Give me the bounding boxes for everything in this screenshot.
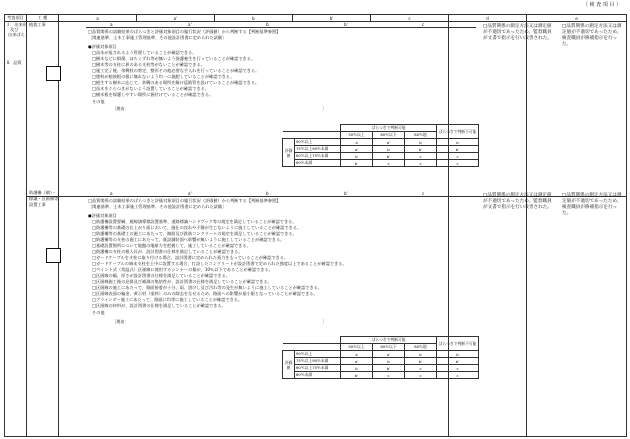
matrix-row: 60％以上75％未満 <box>295 153 341 160</box>
matrix-cell: a' <box>341 358 373 365</box>
col-header-b-prime: b' <box>293 15 371 22</box>
matrix-cell: a' <box>373 351 405 358</box>
list-item[interactable]: □ペイント式（常温式）区画線に使用するシンナーの量が、10％以下であることが確認できる。 <box>92 267 273 272</box>
matrix-header-judge: ばらつきで判断可能 <box>341 337 437 344</box>
d-text-1: □品質関係の測定方法又は測定値が不適切であったため、監督職員が文書で指示を行い改善された。 <box>483 24 552 41</box>
matrix-cell: a <box>341 351 373 358</box>
matrix-cell: c <box>373 160 405 167</box>
reason-open: ［理由： <box>112 106 129 111</box>
col-header-d: d <box>449 15 527 22</box>
list-item[interactable]: □ブラインダー施工にあたって、路面に均等に施工していることが確認できる。 <box>92 297 243 302</box>
list-item[interactable]: □樹木等の支柱に異のある支柱等がないことが確認できる。 <box>92 62 205 67</box>
sub-header-a: a <box>110 191 113 196</box>
checkbox-section1[interactable] <box>46 66 61 81</box>
matrix-cell: c <box>405 160 437 167</box>
category-sub: Ⅱ．品質 <box>7 60 22 65</box>
matrix-col: 80％以下 <box>373 132 405 139</box>
matrix-row: 75％以上90％未満 <box>295 358 341 365</box>
matrix-cell: b' <box>405 146 437 153</box>
matrix-cell: b <box>437 351 479 358</box>
list-item[interactable]: □区画線の材料が、設計図書の仕様を満足していることが確認できる。 <box>92 303 226 308</box>
d-cell-2 <box>449 197 527 437</box>
e-cell-2 <box>527 197 627 437</box>
category-cell <box>5 22 27 437</box>
matrix-cell: b <box>373 146 405 153</box>
matrix-row: 60％未満 <box>295 372 341 379</box>
category-main: ３．出来形 <box>6 22 27 27</box>
col-header-a-prime: a' <box>137 15 215 22</box>
sub-header-c: c <box>422 22 425 27</box>
e-text-2: □品質関係の測定方法又は測定値が不適切であったため、検査職員が修補指示を行った。 <box>562 193 622 216</box>
matrix-cell: b <box>341 153 373 160</box>
matrix-cell: b <box>373 358 405 365</box>
matrix-cell: b' <box>437 358 479 365</box>
bullet-heading: ●評価対象項目 <box>88 44 117 49</box>
col-header-a: a <box>59 15 137 22</box>
matrix-header-judge: ばらつきで判断可能 <box>341 125 437 132</box>
matrix-col: 50％以上 <box>341 344 373 351</box>
matrix-cell: b' <box>373 153 405 160</box>
list-item[interactable]: □ガードケーブルを支柱に取り付ける場合、設計図書に定められた張力をもっていることが確認できる。 <box>92 255 289 260</box>
matrix-row-label: 評価値 <box>283 351 295 379</box>
matrix-cell: c <box>437 153 479 160</box>
matrix-cell: c <box>405 372 437 379</box>
matrix-col: 50％以上 <box>341 132 373 139</box>
list-item[interactable]: □苗木をぐらつきがないよう設置していることが確認できる。 <box>92 86 209 91</box>
reason-close: ］ <box>322 106 327 111</box>
matrix-cell: c <box>373 372 405 379</box>
sub-header-b: b <box>266 22 269 27</box>
matrix-cell: c <box>405 153 437 160</box>
matrix-cell: a <box>341 139 373 146</box>
divider <box>86 196 476 197</box>
e-text-1: □品質関係の測定方法又は測定値が不適切であったため、検査職員が修補指示を行った。 <box>562 24 622 47</box>
matrix-cell: a' <box>373 139 405 146</box>
list-item[interactable]: □区画線施工後の見掛及び補測の集結性が、設計図書の仕様を満足していることが確認できる。 <box>92 279 272 284</box>
matrix-cell: c <box>437 365 479 372</box>
sub-header-b: b <box>266 191 269 196</box>
sub-header-a-prime: a' <box>188 22 192 27</box>
list-item[interactable]: □樹木板を保護しやすい場所に掘付けていることが確認できる。 <box>92 92 214 97</box>
matrix-cell: b <box>341 365 373 372</box>
reason-close: ］ <box>322 319 327 324</box>
col-header-item: 考査項目 <box>5 15 27 22</box>
category-main-2: 及び <box>10 27 19 32</box>
matrix-col: 80％超 <box>405 344 437 351</box>
list-item[interactable]: □防護柵等の基礎の仕上がり面において、施仕の良れや不静が生じないように施工していることが確認できる。 <box>92 225 302 230</box>
matrix-row: 75％以上90％未満 <box>295 146 341 153</box>
list-item[interactable]: □区画線の施工にあたって、路面接着が十分、雨、溶けし及び汚れ等の発生が無いように施工していることが確認できる。 <box>92 285 323 290</box>
col-header-e: e <box>527 15 627 22</box>
list-item[interactable]: □ガードケーブルの端末支柱を土中に設置する場合、打設したコンクリートが設計図書で定められた強度以上であることが確認できる。 <box>92 261 347 266</box>
header-note: （ 検 査 項 目 ） <box>583 2 621 8</box>
judgment-matrix-1 <box>282 124 479 167</box>
list-item[interactable]: □苗木が仮されるよう管理していることが確認できる。 <box>92 50 197 55</box>
list-item[interactable]: □施工完了後、余剰枝の剪定、整形その他必要な手入れを行っていることが確認できる。 <box>92 68 260 73</box>
list-item[interactable]: □防護柵の支柱の根入長が、設計図書の仕様を満足していることが確認できる。 <box>92 249 243 254</box>
matrix-cell: a' <box>341 146 373 153</box>
sub-header-c: c <box>422 191 425 196</box>
sub-header-b-prime: b' <box>344 191 348 196</box>
sub-header-a: a <box>110 22 113 27</box>
other-label: その他 <box>92 99 105 104</box>
divider <box>86 27 476 28</box>
matrix-col: 80％以下 <box>373 344 405 351</box>
kind-label-2: 防護柵（網）・標識・区画線等設置工事 <box>29 190 59 207</box>
list-item[interactable]: □肥料が根接根の根に無れないよう均一に施肥していることが確認できる。 <box>92 74 235 79</box>
list-item[interactable]: □区画線の幅、厚さが設計図書の仕様を満足していることが確認できる。 <box>92 273 230 278</box>
matrix-row: 60％以上75％未満 <box>295 365 341 372</box>
list-item[interactable]: □防護柵設置要綱、視線誘導標設置基準、道路標識ハンドブック等の規定を満足していることが確認できる。 <box>92 219 297 224</box>
col-header-b: b <box>215 15 293 22</box>
list-item[interactable]: □基礎設置箇所について地盤の地耐力を把握して、施工していることが確認できる。 <box>92 243 251 248</box>
criteria-line: □品質関係の試験結果のばらつきと評価対象項目の履行状況（評価値）から判断する【判断基準参照】 <box>88 29 281 34</box>
criteria-standard: ［関連基準、土木工事施工管理基準、その他設計図書に定められた試験］ <box>88 204 227 209</box>
matrix-row-label: 評価値 <box>283 139 295 167</box>
matrix-cell: c <box>405 365 437 372</box>
bullet-heading: ●評価対象項目 <box>88 213 117 218</box>
matrix-col: 80％超 <box>405 132 437 139</box>
list-item[interactable]: □樹木などに損傷、ほちくずれ等が無いよう保護養生を行っていることが確認できる。 <box>92 56 256 61</box>
matrix-row: 60％未満 <box>295 160 341 167</box>
col-header-c: c <box>371 15 449 22</box>
category-main-3: 出来ばえ <box>8 32 25 37</box>
list-item[interactable]: □区画線表面の輪金、黄示材（塗料）のみの除去をなせるため、路面への影響が最小限となっていることが確認できる。 <box>92 291 318 296</box>
matrix-header-unable: ばらつきで判断不可能 <box>437 125 479 139</box>
matrix-header-unable: ばらつきで判断不可能 <box>437 337 479 351</box>
kind-cell-2 <box>27 197 59 437</box>
list-item[interactable]: □植生する樹木に応じて、余剰のある場所を解け返紙管を設けていることが確認できる。 <box>92 80 260 85</box>
matrix-cell: b <box>405 139 437 146</box>
matrix-cell: b' <box>405 358 437 365</box>
kind-label-1: 植栽工事 <box>29 22 46 27</box>
kind-cell-1 <box>27 22 59 197</box>
criteria-line: □品質関係の試験結果のばらつきと評価対象項目の履行状況（評価値）から判断する【判断基準参照】 <box>88 198 281 203</box>
matrix-row: 90％以上 <box>295 351 341 358</box>
d-text-2: □品質関係の測定方法又は測定値が不適切であったため、監督職員が文書で指示を行い改善された。 <box>483 193 552 210</box>
matrix-cell: b' <box>341 372 373 379</box>
matrix-cell: b <box>405 351 437 358</box>
col-header-kind: 工 種 <box>27 15 59 22</box>
other-label: その他 <box>92 310 105 315</box>
reason-open: ［理由： <box>112 319 129 324</box>
checkbox-section2[interactable] <box>46 248 61 263</box>
criteria-standard: ［関連基準、土木工事施工管理基準、その他設計図書に定められた試験］ <box>88 35 227 40</box>
matrix-cell: b' <box>341 160 373 167</box>
sub-header-b-prime: b' <box>344 22 348 27</box>
sub-header-a-prime: a' <box>188 191 192 196</box>
list-item[interactable]: □防護柵等の基礎工の施工にあたって、無筋及び鉄筋コンクリートの規定を満足していることが確認できる。 <box>92 231 297 236</box>
matrix-cell: b' <box>373 365 405 372</box>
d-cell-1 <box>449 22 527 197</box>
matrix-row: 90％以上 <box>295 139 341 146</box>
matrix-cell: c <box>437 372 479 379</box>
list-item[interactable]: □防護柵等の支柱の施工にあたって、既設舗装面へ影響が無いように施工していることが確認できる。 <box>92 237 285 242</box>
matrix-cell: b <box>437 139 479 146</box>
matrix-cell: b' <box>437 146 479 153</box>
judgment-matrix-2 <box>282 336 479 379</box>
matrix-cell: c <box>437 160 479 167</box>
